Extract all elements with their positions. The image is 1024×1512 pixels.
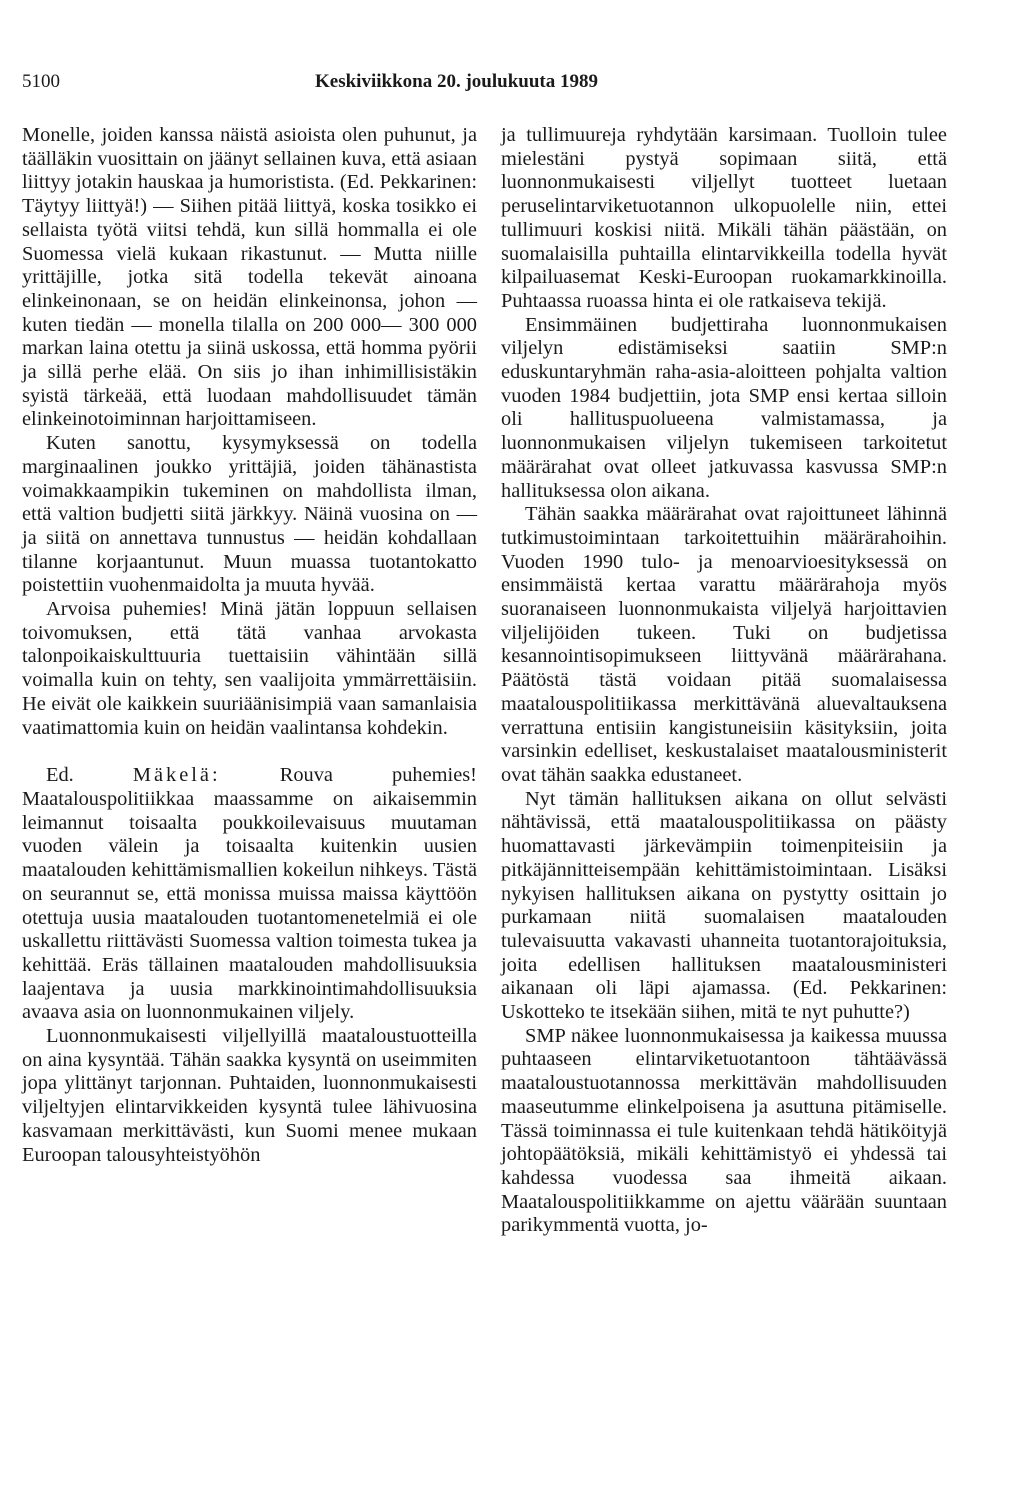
speaker-prefix: Ed. [46, 764, 74, 787]
paragraph: SMP näkee luonnonmukaisessa ja kaikessa muussa puhtaaseen elintarviketuotantoon tähtäävässä maataloustuotannossa merkittävän mahdollisuuden maaseutumme elinkelpoisena ja asuttuna pitämiselle. Tässä toiminnassa ei tule kuitenkaan tehdä hätiköityjä johtopäätöksiä, mikäli kehittämistyö ei yhdessä tai kahdessa vuodessa saa ihmeitä aikaan. Maatalouspolitiikkamme on ajettu väärään suuntaan parikymmentä vuotta, jo- [501, 1024, 947, 1237]
left-column [22, 124, 477, 1167]
paragraph: Tähän saakka määrärahat ovat rajoittuneet lähinnä tutkimustoimintaan tarkoitettuihin määrärahoihin. Vuoden 1990 tulo- ja menoarvioesityksessä on ensimmäistä kertaa varattu määrärahoja myös suoranaiseen luonnonmukaista viljelyä harjoittavien viljelijöiden tukeen. Tuki on budjetissa kesannointisopimukseen liittyvänä määrärahana. Päätöstä tästä voidaan pitää suomalaisessa maatalouspolitiikassa merkittävänä aluevaltauksena verrattuna entisiin kangistuneisiin käsityksiin, joita varsinkin edelliset, keskustalaiset maatalousministerit ovat tähän saakka edustaneet. [501, 503, 947, 786]
paragraph: Kuten sanottu, kysymyksessä on todella marginaalinen joukko yrittäjiä, joiden tähänastista voimakkaampikin tukeminen on mahdollista ilman, että valtion budjetti siitä järkkyy. Näinä vuosina on — ja siitä on annettava tunnustus — heidän kohdallaan tilanne korjaantunut. Muun muassa tuotantokatto poistettiin vuohenmaidolta ja muuta hyvää. [22, 432, 477, 597]
page-number: 5100 [22, 71, 60, 92]
speaker-name: Mäkelä: [132, 764, 221, 787]
paragraph: Monelle, joiden kanssa näistä asioista olen puhunut, ja täälläkin vuosittain on jäänyt sellainen kuva, että asiaan liittyy jotakin hauskaa ja humoristista. (Ed. Pekkarinen: Täytyy liittyä!) — Siihen pitää liittyä, koska tosikko ei sellaista työtä viitsi tehdä, kun sillä hommalla ei ole Suomessa vielä kukaan rikastunut. — Mutta niille yrittäjille, jotka sitä todella tekevät ainoana elinkeinonaan, se on heidän elinkeinonsa, johon — kuten tiedän — monella tilalla on 200 000— 300 000 markan laina otettu ja siinä uskossa, että homma pyörii ja sillä perhe elää. On siis jo ihan inhimillisistäkin syistä tärkeää, että luodaan mahdollisuudet tämän elinkeinotoiminnan harjoittamiseen. [22, 124, 477, 431]
speech-text: Rouva puhemies! Maatalouspolitiikkaa maassamme on aikaisemmin leimannut toisaalta poukkoilevaisuus muutaman vuoden välein ja toisaalta kuitenkin uusien maatalouden kehittämismallien kokeilun nihkeys. Tästä on seurannut se, että monissa muissa maissa käyttöön otettuja uusia maatalouden tuotantomenetelmiä ei ole uskallettu riittävästi Suomessa valtion toimesta tukea ja kehittää. Eräs tällainen maatalouden mahdollisuuksia laajentava ja uusia markkinointimahdollisuuksia avaava asia on luonnonmukainen viljely. [22, 764, 477, 1024]
page-header [22, 69, 972, 95]
paragraph: Nyt tämän hallituksen aikana on ollut selvästi nähtävissä, että maatalouspolitiikassa on päästy huomattavasti järkevämpiin toimenpiteisiin ja pitkäjännitteisempään kehittämistoimintaan. Lisäksi nykyisen hallituksen aikana on pystytty osittain jo purkamaan niitä suomalaisen maatalouden tulevaisuutta vakavasti uhanneita tuotantorajoituksia, joita edellisen hallituksen maatalousministeri aikanaan oli läpi ajamassa. (Ed. Pekkarinen: Uskotteko te itsekään siihen, mitä te nyt puhutte?) [501, 787, 947, 1024]
right-column [501, 124, 947, 1238]
speech-paragraph [22, 764, 477, 1025]
paragraph: ja tullimuureja ryhdytään karsimaan. Tuolloin tulee mielestäni pystyä sopimaan siitä, että luonnonmukaisesti viljellyt tuotteet luetaan peruselintarviketuotannon ulkopuolelle niin, ettei tullimuuri koskisi niitä. Mikäli tähän päästään, on suomalaisilla puhtailla elintarvikkeilla todella hyvät kilpailuasemat Keski-Euroopan ruokamarkkinoilla. Puhtaassa ruoassa hinta ei ole ratkaiseva tekijä. [501, 124, 947, 312]
paragraph: Luonnonmukaisesti viljellyillä maataloustuotteilla on aina kysyntää. Tähän saakka kysyntä on useimmiten jopa ylittänyt tarjonnan. Puhtaiden, luonnonmukaisesti viljeltyjen elintarvikkeiden kysyntä tulee lähivuosina kasvamaan merkittävästi, kun Suomi menee mukaan Euroopan talousyhteistyöhön [22, 1025, 477, 1166]
paragraph: Arvoisa puhemies! Minä jätän loppuun sellaisen toivomuksen, että tätä vanhaa arvokasta talonpoikaiskulttuuria tuettaisiin vähintään sillä voimalla kuin on tehty, sen vaalijoita ymmärrettäisiin. He eivät ole kaikkein suuriäänisimpiä vaan samanlaisia vaatimattomia kuin on heidän vaalintansa kohdekin. [22, 598, 477, 739]
header-date: Keskiviikkona 20. joulukuuta 1989 [315, 71, 598, 92]
paragraph: Ensimmäinen budjettiraha luonnonmukaisen viljelyn edistämiseksi saatiin SMP:n eduskuntaryhmän raha-asia-aloitteen pohjalta valtion vuoden 1984 budjettiin, jota SMP ensi kertaa silloin oli hallituspuolueena valmistamassa, ja luonnonmukaisen viljelyn tukemiseen tarkoitetut määrärahat ovat olleet jatkuvassa kasvussa SMP:n hallituksessa olon aikana. [501, 313, 947, 502]
